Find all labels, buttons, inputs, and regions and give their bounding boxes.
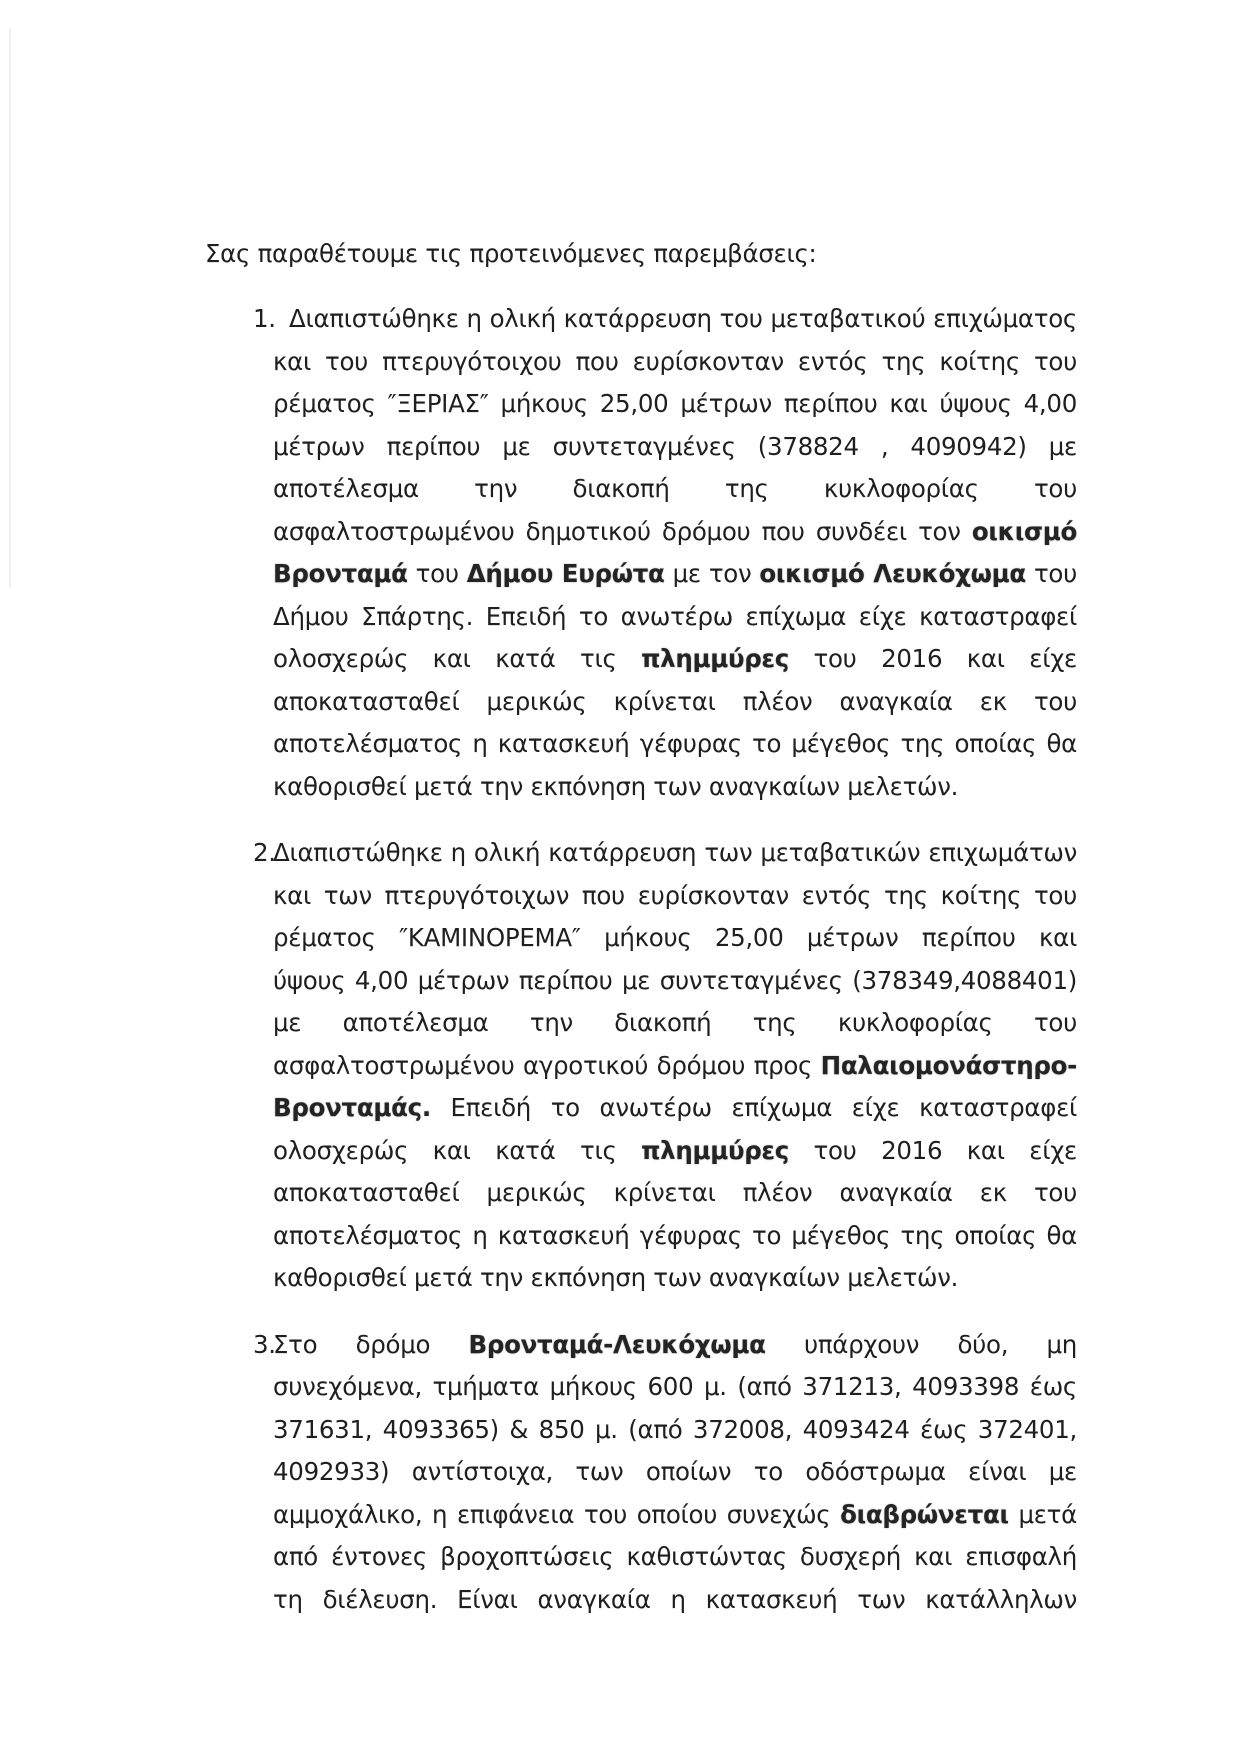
text-line [273, 638, 1077, 681]
text-segment: αμμοχάλικο, η επιφάνεια του οποίου συνεχώς [273, 1499, 841, 1529]
text-segment: αποκατασταθεί μερικώς κρίνεται πλέον αναγκαία εκ του [273, 686, 1077, 716]
bold-text: πλημμύρες [641, 1135, 789, 1165]
text-line [273, 1366, 1077, 1409]
bold-text: διαβρώνεται [840, 1499, 1009, 1529]
text-segment: του 2016 και είχε [789, 1135, 1077, 1165]
bold-text: Παλαιομονάστηρο- [820, 1050, 1077, 1080]
text-line [273, 1494, 1077, 1537]
text-line [273, 766, 1077, 809]
text-segment: μέτρων περίπου με συντεταγμένες (378824 , 4090942) με [273, 431, 1077, 461]
text-segment: του [1025, 559, 1077, 588]
text-segment: Στο δρόμο [273, 1329, 469, 1359]
text-segment: με αποτέλεσμα την διακοπή της κυκλοφορίας του [273, 1008, 1077, 1037]
list-item-2 [0, 832, 1240, 1300]
text-segment: αποκατασταθεί μερικώς κρίνεται πλέον αναγκαία εκ του [273, 1178, 1077, 1207]
list-item-3 [0, 1324, 1240, 1622]
text-line [273, 1045, 1077, 1088]
text-segment: ασφαλτοστρωμένου αγροτικού δρόμου προς [273, 1050, 821, 1080]
text-segment: και του πτερυγότοιχου που ευρίσκονταν εντός της κοίτης του [273, 346, 1077, 376]
text-line [273, 1579, 1077, 1622]
bold-text: Βρονταμάς. [273, 1093, 431, 1122]
item-number: 3. [253, 1329, 276, 1359]
numbered-list [0, 298, 1240, 1645]
text-segment: Επειδή το ανωτέρω επίχωμα είχε καταστραφεί [430, 1093, 1077, 1122]
text-segment: του 2016 και είχε [789, 644, 1077, 673]
list-item-1 [0, 298, 1240, 808]
text-segment: Διαπιστώθηκε η ολική κατάρρευση των μεταβατικών επιχωμάτων [273, 838, 1077, 867]
item-body [273, 832, 1077, 1300]
text-line [273, 1451, 1077, 1494]
text-line [273, 468, 1077, 511]
text-line [273, 298, 1077, 341]
item-body [273, 298, 1077, 808]
text-segment: τη διέλευση. Είναι αναγκαία η κατασκευή των κατάλληλων [273, 1584, 1077, 1614]
text-segment: αποτελέσματος η κατασκευή γέφυρας το μέγεθος της οποίας θα [273, 1220, 1077, 1250]
text-line [273, 875, 1077, 918]
text-line [273, 1215, 1077, 1258]
bold-text: Βρονταμά-Λευκόχωμα [468, 1329, 766, 1359]
text-line [273, 1130, 1077, 1173]
text-segment: αποτελέσματος η κατασκευή γέφυρας το μέγεθος της οποίας θα [273, 729, 1077, 758]
bold-text: Δήμου Ευρώτα [466, 559, 665, 588]
text-line [273, 917, 1077, 960]
text-line [273, 1087, 1077, 1130]
text-segment: ρέματος ″ΞΕΡΙΑΣ″ μήκους 25,00 μέτρων περίπου και ύψους 4,00 [273, 389, 1077, 418]
text-line [273, 1257, 1077, 1300]
text-line [273, 596, 1077, 639]
bold-text: οικισμό Λευκόχωμα [759, 559, 1026, 588]
bold-text: Βρονταμά [273, 559, 408, 588]
text-line [273, 1409, 1077, 1452]
text-line [273, 1324, 1077, 1367]
text-segment: αποτέλεσμα την διακοπή της κυκλοφορίας του [273, 474, 1077, 503]
text-segment: Διαπιστώθηκε η ολική κατάρρευση του μεταβατικού επιχώματος [289, 304, 1077, 333]
text-line [273, 1536, 1077, 1579]
text-segment: καθορισθεί μετά την εκπόνηση των αναγκαίων μελετών. [273, 1263, 959, 1292]
text-line [273, 511, 1077, 554]
text-segment: ασφαλτοστρωμένου δημοτικού δρόμου που συνδέει τον [273, 516, 972, 546]
text-line [273, 832, 1077, 875]
text-line [273, 960, 1077, 1003]
bold-text: οικισμό [971, 516, 1077, 546]
text-line [273, 1002, 1077, 1045]
text-segment: ολοσχερώς και κατά τις [273, 644, 642, 673]
text-line [273, 383, 1077, 426]
text-segment: από έντονες βροχοπτώσεις καθιστώντας δυσχερή και επισφαλή [273, 1542, 1077, 1571]
text-segment: υπάρχουν δύο, μη [765, 1329, 1077, 1359]
text-segment: μετά [1008, 1499, 1077, 1529]
text-segment: καθορισθεί μετά την εκπόνηση των αναγκαίων μελετών. [273, 771, 959, 801]
item-body [273, 1324, 1077, 1622]
text-segment: ρέματος ″ΚΑΜΙΝΟΡΕΜΑ″ μήκους 25,00 μέτρων περίπου και [273, 923, 1077, 952]
text-line [273, 426, 1077, 469]
text-line [273, 681, 1077, 724]
text-segment: με τον [664, 559, 760, 588]
text-segment: Δήμου Σπάρτης. Επειδή το ανωτέρω επίχωμα είχε καταστραφεί [273, 601, 1077, 631]
text-segment: συνεχόμενα, τμήματα μήκους 600 μ. (από 371213, 4093398 έως [273, 1372, 1077, 1401]
text-segment: του [407, 559, 467, 588]
text-line [273, 723, 1077, 766]
text-segment: 4092933) αντίστοιχα, των οποίων το οδόστρωμα είναι με [273, 1457, 1077, 1486]
text-line [273, 553, 1077, 596]
text-segment: ολοσχερώς και κατά τις [273, 1135, 642, 1165]
text-segment: και των πτερυγότοιχων που ευρίσκονταν εντός της κοίτης του [273, 880, 1077, 910]
intro-paragraph: Σας παραθέτουμε τις προτεινόμενες παρεμβάσεις: [205, 239, 817, 268]
text-segment: ύψους 4,00 μέτρων περίπου με συντεταγμένες (378349,4088401) [273, 965, 1077, 995]
item-number: 1. [253, 304, 276, 333]
bold-text: πλημμύρες [641, 644, 789, 673]
text-line [273, 341, 1077, 384]
text-line [273, 1172, 1077, 1215]
text-segment: 371631, 4093365) & 850 μ. (από 372008, 4093424 έως 372401, [273, 1414, 1077, 1444]
item-number: 2. [253, 838, 276, 867]
